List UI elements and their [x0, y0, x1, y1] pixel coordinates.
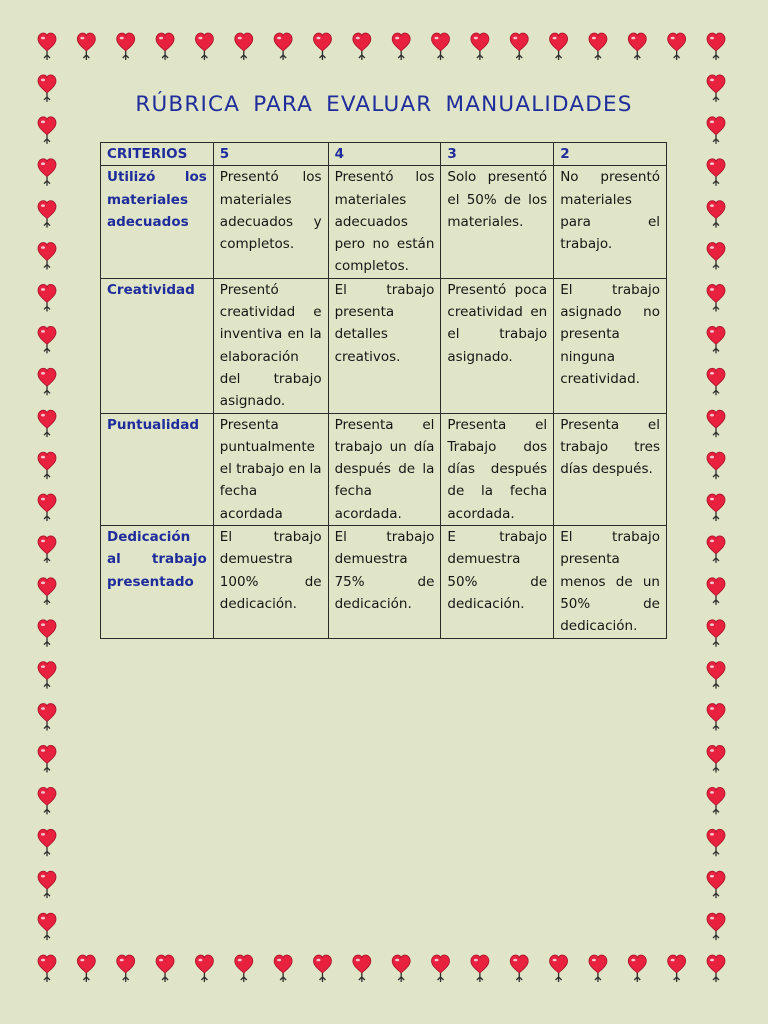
heart-balloon-icon: [353, 955, 371, 982]
heart-balloon-icon: [38, 33, 56, 60]
heart-balloon-icon: [235, 955, 253, 982]
table-cell: Presentó los materiales adecuados pero no están completos.: [328, 166, 441, 278]
heart-balloon-icon: [38, 117, 56, 144]
heart-balloon-icon: [668, 33, 686, 60]
heart-balloon-icon: [432, 955, 450, 982]
heart-balloon-icon: [195, 955, 213, 982]
heart-balloon-icon: [707, 284, 725, 311]
heart-balloon-icon: [707, 578, 725, 605]
heart-balloon-icon: [38, 955, 56, 982]
heart-balloon-icon: [707, 787, 725, 814]
heart-balloon-icon: [707, 620, 725, 647]
heart-balloon-icon: [510, 955, 528, 982]
header-score-4: 4: [328, 143, 441, 166]
heart-balloon-icon: [471, 33, 489, 60]
table-cell: Presentó los materiales adecuados y completos.: [213, 166, 328, 278]
heart-balloon-icon: [707, 829, 725, 856]
heart-balloon-icon: [313, 955, 331, 982]
heart-balloon-icon: [353, 33, 371, 60]
table-cell: Presentó poca creatividad en el trabajo asignado.: [441, 278, 554, 413]
heart-balloon-icon: [589, 33, 607, 60]
table-cell: Presenta el trabajo tres días después.: [554, 413, 667, 525]
heart-balloon-icon: [274, 955, 292, 982]
heart-balloon-icon: [38, 662, 56, 689]
heart-balloon-icon: [38, 620, 56, 647]
header-score-2: 2: [554, 143, 667, 166]
criterion-puntualidad: Puntualidad: [101, 413, 214, 525]
table-cell: Presenta puntualmente el trabajo en la fecha acordada: [213, 413, 328, 525]
table-cell: Presenta el trabajo un día después de la fecha acordada.: [328, 413, 441, 525]
header-score-5: 5: [213, 143, 328, 166]
header-score-3: 3: [441, 143, 554, 166]
heart-balloon-icon: [117, 33, 135, 60]
heart-balloon-icon: [707, 745, 725, 772]
heart-balloon-icon: [195, 33, 213, 60]
heart-balloon-icon: [38, 159, 56, 186]
heart-balloon-icon: [156, 33, 174, 60]
heart-balloon-icon: [550, 955, 568, 982]
table-cell: Presenta el Trabajo dos días después de la fecha acordada.: [441, 413, 554, 525]
criterion-dedicacion: Dedicación al trabajo presentado: [101, 526, 214, 638]
table-cell: E trabajo demuestra 50% de dedicación.: [441, 526, 554, 638]
rubric-table: [100, 142, 667, 639]
heart-balloon-icon: [432, 33, 450, 60]
table-cell: No presentó materiales para el trabajo.: [554, 166, 667, 278]
heart-balloon-icon: [707, 536, 725, 563]
heart-balloon-icon: [313, 33, 331, 60]
heart-balloon-icon: [38, 201, 56, 228]
heart-balloon-icon: [38, 745, 56, 772]
heart-balloon-icon: [707, 410, 725, 437]
heart-balloon-icon: [156, 955, 174, 982]
heart-balloon-icon: [38, 494, 56, 521]
heart-balloon-icon: [707, 704, 725, 731]
heart-balloon-icon: [471, 955, 489, 982]
heart-balloon-icon: [392, 955, 410, 982]
criterion-creatividad: Creatividad: [101, 278, 214, 413]
heart-balloon-icon: [707, 955, 725, 982]
heart-balloon-icon: [38, 536, 56, 563]
heart-balloon-icon: [707, 117, 725, 144]
heart-balloon-icon: [707, 33, 725, 60]
heart-balloon-icon: [589, 955, 607, 982]
heart-balloon-icon: [510, 33, 528, 60]
heart-balloon-icon: [38, 284, 56, 311]
heart-balloon-icon: [77, 955, 95, 982]
heart-balloon-icon: [707, 662, 725, 689]
heart-balloon-icon: [392, 33, 410, 60]
heart-balloon-icon: [38, 787, 56, 814]
heart-balloon-icon: [707, 201, 725, 228]
heart-balloon-icon: [707, 913, 725, 940]
table-row: [101, 166, 667, 278]
page-title: RÚBRICA PARA EVALUAR MANUALIDADES: [135, 92, 633, 117]
heart-balloon-icon: [38, 871, 56, 898]
heart-balloon-icon: [628, 955, 646, 982]
heart-balloon-icon: [38, 578, 56, 605]
heart-balloon-icon: [38, 704, 56, 731]
heart-balloon-icon: [38, 410, 56, 437]
heart-balloon-icon: [38, 829, 56, 856]
heart-balloon-icon: [38, 913, 56, 940]
heart-balloon-icon: [38, 243, 56, 270]
heart-balloon-icon: [77, 33, 95, 60]
table-row: [101, 526, 667, 638]
header-row: [101, 143, 667, 166]
heart-balloon-icon: [117, 955, 135, 982]
heart-balloon-icon: [38, 368, 56, 395]
header-criterios: CRITERIOS: [101, 143, 214, 166]
table-cell: El trabajo presenta menos de un 50% de dedicación.: [554, 526, 667, 638]
table-row: [101, 413, 667, 525]
heart-balloon-icon: [707, 159, 725, 186]
table-row: [101, 278, 667, 413]
heart-balloon-icon: [707, 871, 725, 898]
heart-balloon-icon: [550, 33, 568, 60]
table-cell: Presentó creatividad e inventiva en la elaboración del trabajo asignado.: [213, 278, 328, 413]
heart-balloon-icon: [628, 33, 646, 60]
criterion-materiales: Utilizó los materiales adecuados: [101, 166, 214, 278]
heart-balloon-icon: [707, 494, 725, 521]
heart-balloon-icon: [235, 33, 253, 60]
table-cell: El trabajo demuestra 100% de dedicación.: [213, 526, 328, 638]
heart-balloon-icon: [274, 33, 292, 60]
heart-balloon-icon: [707, 326, 725, 353]
heart-balloon-icon: [707, 368, 725, 395]
heart-balloon-icon: [38, 452, 56, 479]
table-cell: El trabajo presenta detalles creativos.: [328, 278, 441, 413]
table-cell: Solo presentó el 50% de los materiales.: [441, 166, 554, 278]
table-cell: El trabajo demuestra 75% de dedicación.: [328, 526, 441, 638]
table-cell: El trabajo asignado no presenta ninguna creatividad.: [554, 278, 667, 413]
heart-balloon-icon: [707, 452, 725, 479]
heart-balloon-icon: [38, 326, 56, 353]
heart-balloon-icon: [707, 243, 725, 270]
heart-balloon-icon: [668, 955, 686, 982]
